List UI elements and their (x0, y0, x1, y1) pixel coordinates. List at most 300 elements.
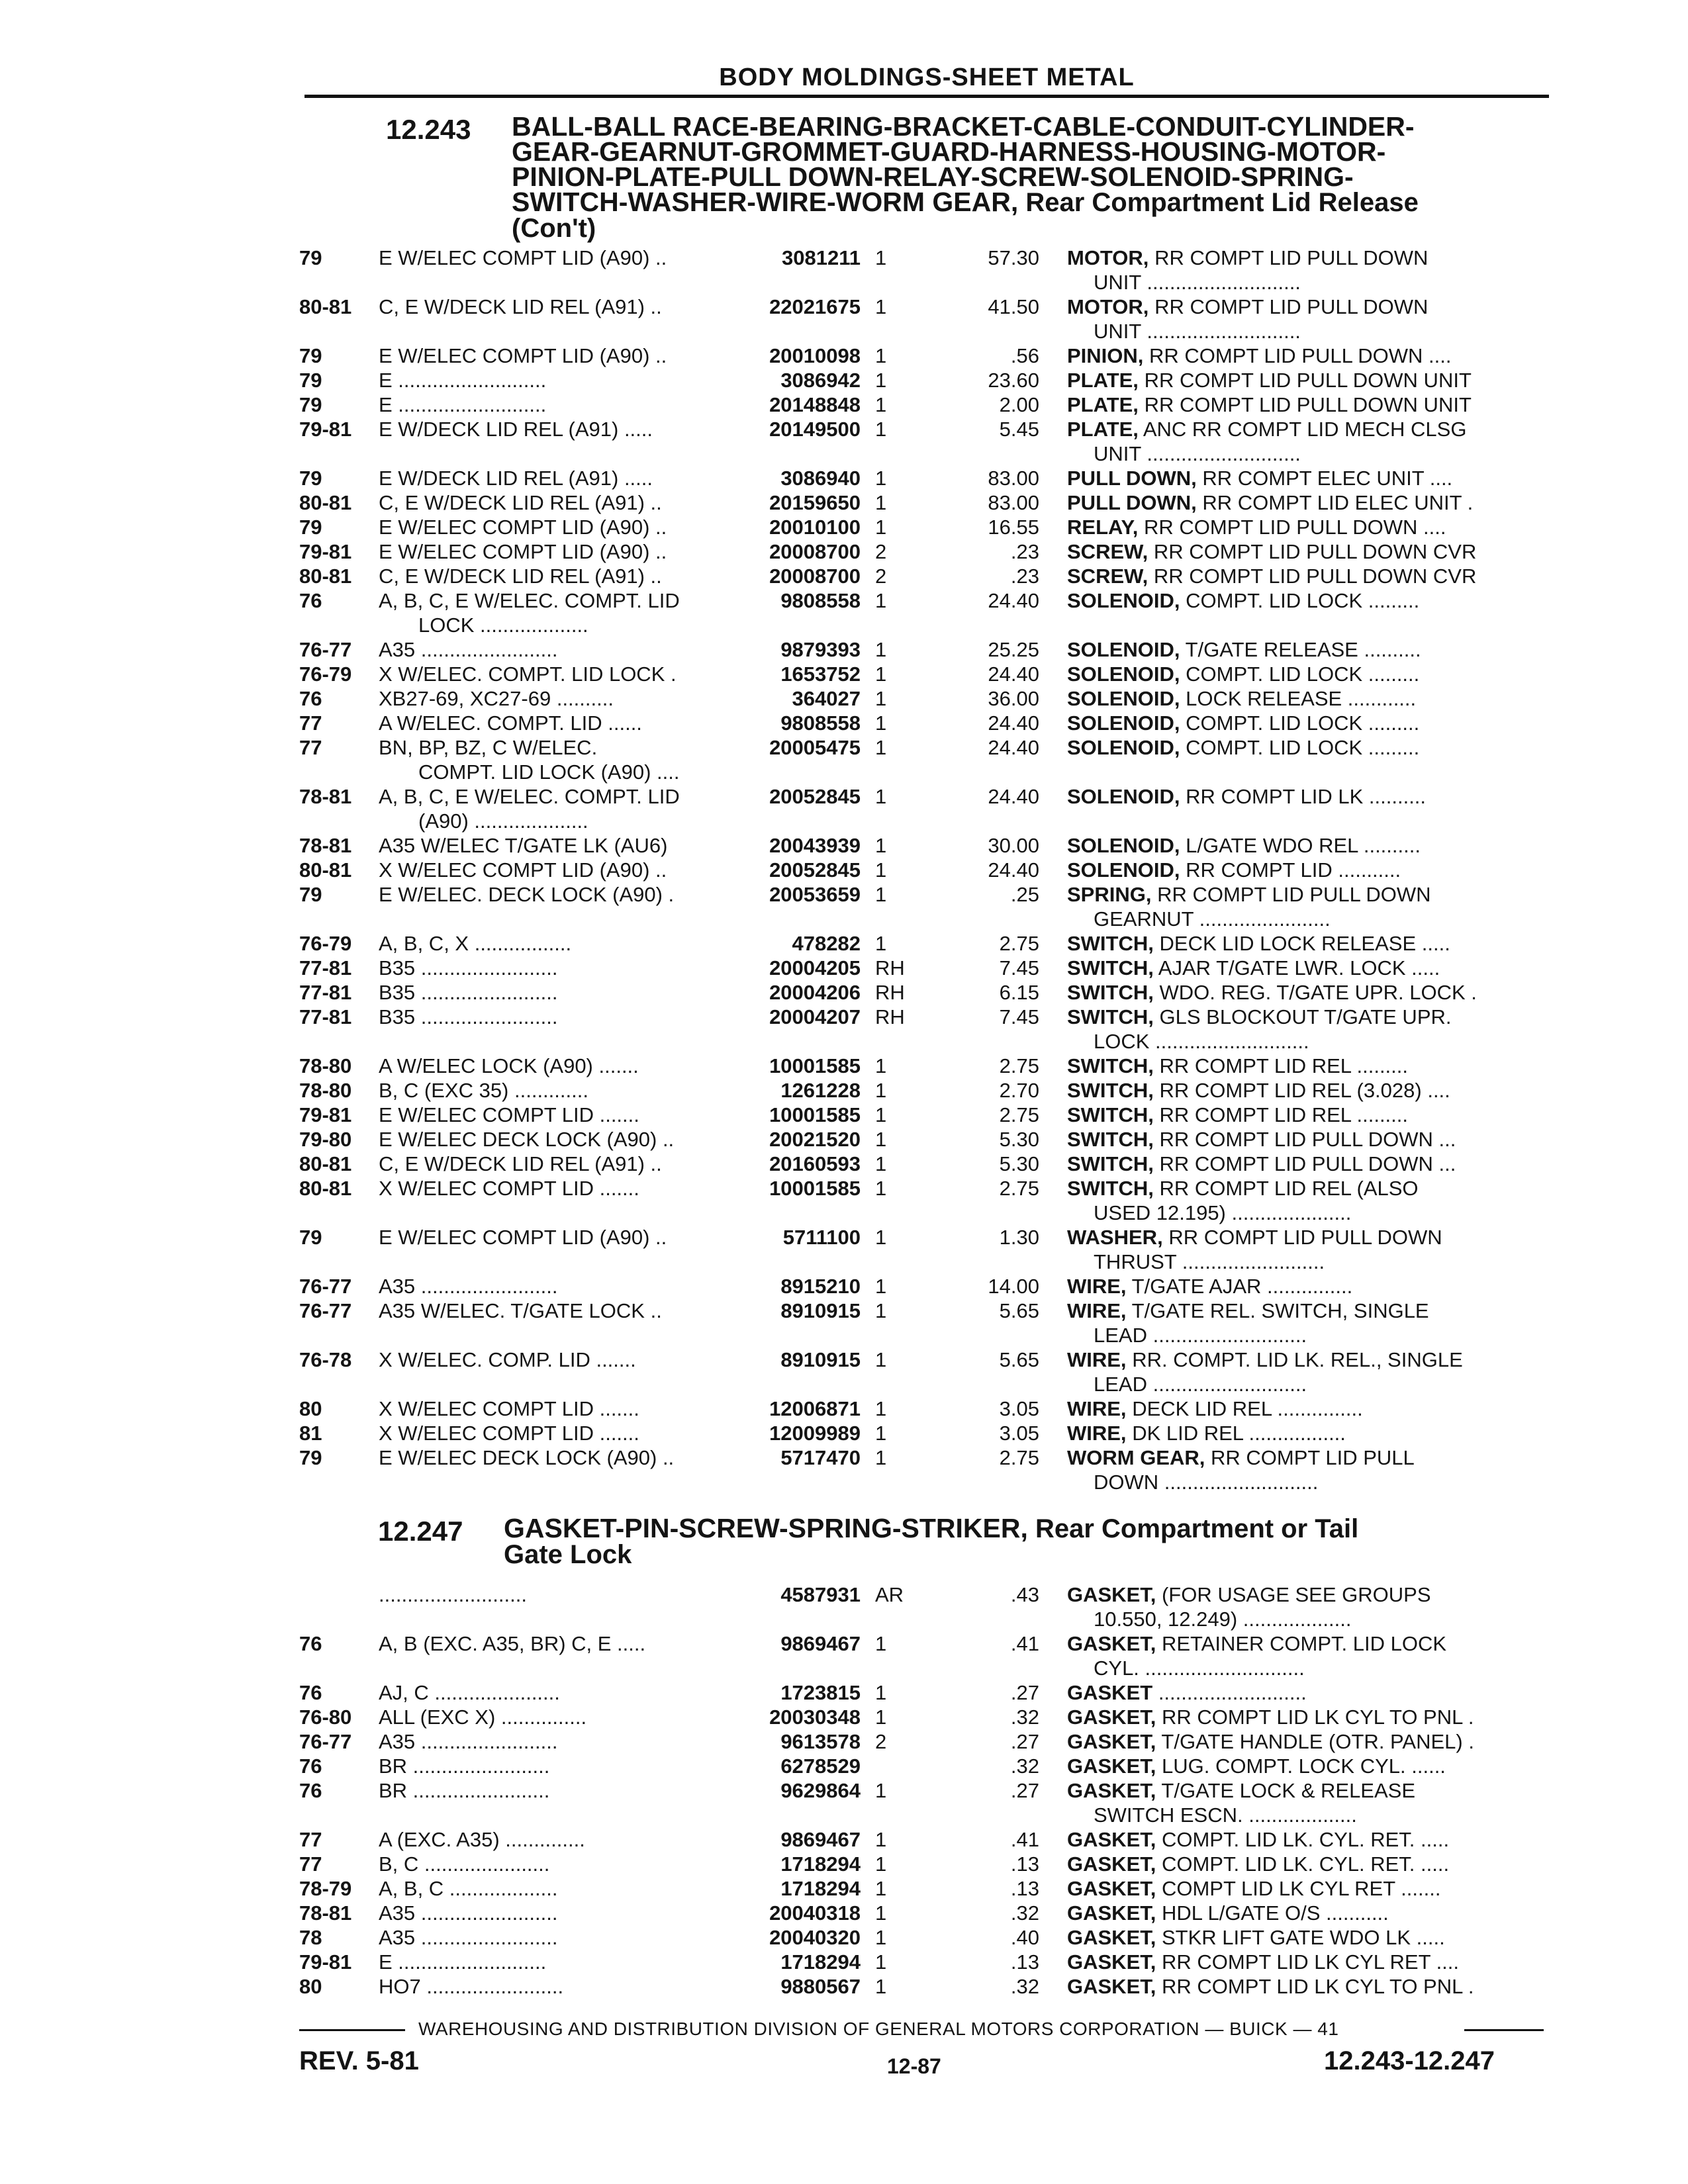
section-heading-12-247 (378, 1513, 1543, 1575)
price: 83.00 (988, 467, 1039, 490)
table-row (0, 467, 1688, 491)
part-name: SWITCH, (1067, 1128, 1154, 1151)
section-title-parts: GASKET-PIN-SCREW-SPRING-STRIKER, (504, 1513, 1028, 1543)
model-year: 78-79 (299, 1877, 352, 1900)
footer-revision: REV. 5-81 (299, 2046, 419, 2075)
part-detail: DECK LID REL ............... (1132, 1397, 1363, 1420)
price: 6.15 (999, 981, 1039, 1004)
part-detail: RR COMPT LID PULL DOWN CVR (1153, 540, 1477, 563)
parts-table-12-243 (0, 246, 1688, 1495)
application: A35 ........................ (379, 1275, 558, 1298)
part-name: WIRE, (1067, 1275, 1127, 1298)
part-description (1067, 1681, 1544, 1705)
application: BR ........................ (379, 1754, 550, 1778)
part-number: 4587931 (780, 1583, 861, 1606)
application: A35 W/ELEC. T/GATE LOCK .. (379, 1299, 662, 1322)
table-row (0, 1348, 1688, 1397)
application: E W/DECK LID REL (A91) ..... (379, 418, 653, 441)
model-year: 79 (299, 393, 322, 416)
price: .27 (1010, 1730, 1039, 1753)
application: C, E W/DECK LID REL (A91) .. (379, 491, 662, 514)
quantity: 1 (875, 1275, 887, 1298)
part-description (1067, 1079, 1544, 1103)
part-detail: RR COMPT LID PULL (1211, 1446, 1415, 1469)
table-row (0, 1152, 1688, 1177)
part-detail: HDL L/GATE O/S ........... (1161, 1901, 1389, 1925)
part-description (1067, 589, 1544, 613)
part-name: SPRING, (1067, 883, 1152, 906)
price: .41 (1010, 1828, 1039, 1851)
part-detail: RR COMPT LID REL ......... (1159, 1054, 1409, 1077)
application: C, E W/DECK LID REL (A91) .. (379, 1152, 662, 1175)
table-row (0, 344, 1688, 369)
table-row (0, 246, 1688, 295)
part-number: 20005475 (769, 736, 861, 759)
part-number: 20008700 (769, 540, 861, 563)
price: 24.40 (988, 589, 1039, 612)
model-year: 79 (299, 516, 322, 539)
part-detail: RR COMPT LID REL (3.028) .... (1159, 1079, 1450, 1102)
section-title (512, 111, 1419, 243)
section-title-desc: Rear Compartment or Tail Gate Lock (504, 1514, 1359, 1569)
part-description (1067, 711, 1544, 735)
part-description (1067, 1422, 1544, 1445)
part-detail: WDO. REG. T/GATE UPR. LOCK . (1159, 981, 1477, 1004)
part-detail: L/GATE WDO REL .......... (1186, 834, 1421, 857)
quantity: 1 (875, 246, 887, 269)
part-description (1067, 491, 1544, 515)
part-name: SCREW, (1067, 565, 1149, 588)
application: E W/DECK LID REL (A91) ..... (379, 467, 653, 490)
application: X W/ELEC. COMPT. LID LOCK . (379, 662, 677, 686)
quantity: 1 (875, 1348, 887, 1371)
table-row (0, 1877, 1688, 1901)
quantity: 1 (875, 1852, 887, 1876)
part-detail: RR COMPT LID LK CYL TO PNL . (1161, 1706, 1474, 1729)
price: .41 (1010, 1632, 1039, 1655)
quantity: 2 (875, 540, 887, 563)
application: B35 ........................ (379, 956, 558, 979)
application-cont: (A90) .................... (418, 809, 588, 833)
price: .32 (1010, 1901, 1039, 1925)
part-description (1067, 932, 1544, 956)
table-row (0, 1397, 1688, 1422)
price: .27 (1010, 1779, 1039, 1802)
part-number: 10001585 (769, 1054, 861, 1077)
part-number: 364027 (792, 687, 861, 710)
part-number: 9869467 (780, 1828, 861, 1851)
part-detail: DK LID REL ................. (1132, 1422, 1346, 1445)
part-description (1067, 858, 1544, 882)
price: 24.40 (988, 662, 1039, 686)
quantity: 1 (875, 1152, 887, 1175)
part-name: WIRE, (1067, 1397, 1127, 1420)
part-detail: RETAINER COMPT. LID LOCK (1161, 1632, 1447, 1655)
model-year: 76-77 (299, 1730, 352, 1753)
footer-page-number: 12-87 (887, 2054, 941, 2078)
part-number: 10001585 (769, 1103, 861, 1126)
part-detail: RR COMPT LID PULL DOWN CVR (1153, 565, 1477, 588)
model-year: 77 (299, 1852, 322, 1876)
part-name: GASKET, (1067, 1583, 1156, 1606)
section-number: 12.247 (378, 1516, 463, 1547)
part-name: SOLENOID, (1067, 858, 1180, 882)
quantity: 1 (875, 1901, 887, 1925)
part-number: 20040318 (769, 1901, 861, 1925)
part-name: GASKET, (1067, 1901, 1156, 1925)
part-detail: RR COMPT LID PULL DOWN UNIT (1144, 369, 1472, 392)
quantity: 1 (875, 1877, 887, 1900)
part-name: SOLENOID, (1067, 638, 1180, 661)
quantity: 1 (875, 932, 887, 955)
table-row (0, 1681, 1688, 1706)
part-name: GASKET, (1067, 1632, 1156, 1655)
part-detail: RR. COMPT. LID LK. REL., SINGLE (1132, 1348, 1463, 1371)
part-number: 20160593 (769, 1152, 861, 1175)
price: 7.45 (999, 956, 1039, 979)
part-detail: RR COMPT LID PULL DOWN (1157, 883, 1431, 906)
table-row (0, 369, 1688, 393)
part-description (1067, 638, 1544, 662)
part-description (1067, 1226, 1544, 1250)
section-title-parts: BALL-BALL RACE-BEARING-BRACKET-CABLE-CONDUIT-CYLINDER- GEAR-GEARNUT-GROMMET-GUARD-HARNESS-HOUSING-MOTOR- PINION-PLATE-PULL DOWN-RELAY-SCREW-SOLENOID-SPRING- SWITCH-WASHER-WIRE-WORM GEAR, (512, 111, 1415, 217)
table-row (0, 1706, 1688, 1730)
part-description (1067, 1901, 1544, 1925)
price: 5.45 (999, 418, 1039, 441)
part-number: 22021675 (769, 295, 861, 318)
part-name: PLATE, (1067, 369, 1139, 392)
application: X W/ELEC COMPT LID ....... (379, 1177, 639, 1200)
part-number: 20010098 (769, 344, 861, 367)
part-detail: T/GATE RELEASE .......... (1185, 638, 1421, 661)
model-year: 79 (299, 246, 322, 269)
quantity: 1 (875, 1950, 887, 1974)
part-number: 1261228 (780, 1079, 861, 1102)
quantity: 1 (875, 369, 887, 392)
part-detail: RR COMPT ELEC UNIT .... (1202, 467, 1453, 490)
part-detail: .......................... (1158, 1681, 1307, 1704)
footer-division: WAREHOUSING AND DISTRIBUTION DIVISION OF GENERAL MOTORS CORPORATION — BUICK — 41 (418, 2019, 1339, 2039)
part-description (1067, 418, 1544, 441)
application: A, B, C ................... (379, 1877, 558, 1900)
part-description (1067, 1177, 1544, 1201)
price: 2.75 (999, 1446, 1039, 1469)
part-number: 20021520 (769, 1128, 861, 1151)
part-detail: T/GATE LOCK & RELEASE (1161, 1779, 1416, 1802)
part-detail: RR COMPT LID ........... (1186, 858, 1401, 882)
application-cont: COMPT. LID LOCK (A90) .... (418, 760, 680, 784)
section-title-desc: Rear Compartment Lid Release (Con't) (512, 188, 1419, 243)
quantity: 1 (875, 1103, 887, 1126)
model-year: 76-77 (299, 1275, 352, 1298)
part-description (1067, 565, 1544, 588)
price: 5.30 (999, 1128, 1039, 1151)
part-detail: COMPT. LID LK. CYL. RET. ..... (1161, 1852, 1450, 1876)
model-year: 79 (299, 467, 322, 490)
quantity: 2 (875, 565, 887, 588)
part-name: SCREW, (1067, 540, 1149, 563)
model-year: 76 (299, 1681, 322, 1704)
part-description (1067, 1152, 1544, 1176)
quantity: 1 (875, 883, 887, 906)
part-description (1067, 246, 1544, 270)
application: E .......................... (379, 1950, 547, 1974)
part-detail: COMPT. LID LK. CYL. RET. ..... (1161, 1828, 1450, 1851)
table-row (0, 1177, 1688, 1226)
part-number: 1718294 (780, 1852, 861, 1876)
part-number: 20149500 (769, 418, 861, 441)
model-year: 79-80 (299, 1128, 352, 1151)
part-detail: COMPT. LID LOCK ......... (1186, 662, 1420, 686)
model-year: 79 (299, 883, 322, 906)
application: A, B, C, E W/ELEC. COMPT. LID (379, 589, 680, 612)
quantity: 1 (875, 1054, 887, 1077)
part-number: 20004207 (769, 1005, 861, 1028)
part-detail: T/GATE REL. SWITCH, SINGLE (1131, 1299, 1429, 1322)
part-number: 3086942 (780, 369, 861, 392)
part-description (1067, 1103, 1544, 1127)
part-detail: ANC RR COMPT LID MECH CLSG (1143, 418, 1467, 441)
model-year: 79-81 (299, 418, 352, 441)
price: .27 (1010, 1681, 1039, 1704)
part-number: 9613578 (780, 1730, 861, 1753)
quantity: 1 (875, 344, 887, 367)
model-year: 76-78 (299, 1348, 352, 1371)
part-description (1067, 393, 1544, 417)
application: B, C ...................... (379, 1852, 550, 1876)
table-row (0, 981, 1688, 1005)
application: A35 ........................ (379, 638, 558, 661)
price: 30.00 (988, 834, 1039, 857)
table-row (0, 1005, 1688, 1054)
price: 2.75 (999, 1103, 1039, 1126)
model-year: 76 (299, 687, 322, 710)
model-year: 78-80 (299, 1054, 352, 1077)
table-row (0, 1446, 1688, 1495)
quantity: 1 (875, 1681, 887, 1704)
part-description (1067, 1632, 1544, 1656)
application: A, B, C, X ................. (379, 932, 572, 955)
part-number: 1718294 (780, 1877, 861, 1900)
application: E W/ELEC COMPT LID (A90) .. (379, 344, 667, 367)
price: 24.40 (988, 858, 1039, 882)
part-number: 5711100 (782, 1226, 861, 1249)
part-description (1067, 1852, 1544, 1876)
quantity: 1 (875, 1422, 887, 1445)
part-number: 478282 (792, 932, 861, 955)
part-number: 20010100 (769, 516, 861, 539)
part-name: SWITCH, (1067, 1177, 1154, 1200)
parts-table-12-247 (0, 1583, 1688, 1999)
model-year: 76-77 (299, 1299, 352, 1322)
quantity: 1 (875, 1975, 887, 1998)
table-row (0, 1950, 1688, 1975)
price: 1.30 (999, 1226, 1039, 1249)
price: 25.25 (988, 638, 1039, 661)
application: A, B (EXC. A35, BR) C, E ..... (379, 1632, 646, 1655)
table-row (0, 1632, 1688, 1681)
part-number: 20053659 (769, 883, 861, 906)
application: X W/ELEC COMPT LID (A90) .. (379, 858, 667, 882)
quantity: 1 (875, 1706, 887, 1729)
table-row (0, 1054, 1688, 1079)
quantity: 1 (875, 1446, 887, 1469)
part-name: SWITCH, (1067, 1005, 1154, 1028)
part-name: SOLENOID, (1067, 589, 1180, 612)
table-row (0, 711, 1688, 736)
part-number: 20052845 (769, 858, 861, 882)
part-description (1067, 1779, 1544, 1803)
table-row (0, 1754, 1688, 1779)
section-heading-12-243 (386, 111, 1551, 246)
part-description (1067, 956, 1544, 980)
price: .56 (1010, 344, 1039, 367)
part-name: GASKET, (1067, 1852, 1156, 1876)
application: E W/ELEC DECK LOCK (A90) .. (379, 1446, 675, 1469)
part-detail: DECK LID LOCK RELEASE ..... (1159, 932, 1450, 955)
application: E W/ELEC COMPT LID (A90) .. (379, 540, 667, 563)
part-detail: COMPT. LID LOCK ......... (1186, 736, 1420, 759)
part-number: 20043939 (769, 834, 861, 857)
table-row (0, 736, 1688, 785)
table-row (0, 491, 1688, 516)
application: A (EXC. A35) .............. (379, 1828, 585, 1851)
part-description-cont: THRUST ......................... (1094, 1250, 1325, 1273)
application: BR ........................ (379, 1779, 550, 1802)
quantity: 1 (875, 295, 887, 318)
part-number: 20030348 (769, 1706, 861, 1729)
application: A35 ........................ (379, 1926, 558, 1949)
table-row (0, 956, 1688, 981)
part-description-cont: LEAD ........................... (1094, 1373, 1307, 1396)
part-detail: RR COMPT LID LK CYL RET .... (1161, 1950, 1460, 1974)
part-name: GASKET, (1067, 1730, 1156, 1753)
part-detail: (FOR USAGE SEE GROUPS (1161, 1583, 1431, 1606)
part-name: PLATE, (1067, 418, 1139, 441)
part-name: PLATE, (1067, 393, 1139, 416)
part-number: 9808558 (780, 589, 861, 612)
model-year: 80-81 (299, 565, 352, 588)
model-year: 76-77 (299, 638, 352, 661)
part-description (1067, 369, 1544, 392)
part-name: SWITCH, (1067, 981, 1154, 1004)
part-number: 12009989 (769, 1422, 861, 1445)
part-name: WORM GEAR, (1067, 1446, 1205, 1469)
part-detail: RR COMPT LID PULL DOWN (1154, 246, 1429, 269)
part-name: SOLENOID, (1067, 687, 1180, 710)
part-description (1067, 883, 1544, 907)
table-row (0, 1730, 1688, 1754)
part-description-cont: UNIT ........................... (1094, 271, 1301, 294)
part-detail: T/GATE HANDLE (OTR. PANEL) . (1161, 1730, 1474, 1753)
part-description (1067, 1397, 1544, 1421)
part-description-cont: 10.550, 12.249) ................... (1094, 1608, 1352, 1631)
part-name: MOTOR, (1067, 246, 1149, 269)
part-description (1067, 1446, 1544, 1470)
part-name: SOLENOID, (1067, 736, 1180, 759)
model-year: 77 (299, 711, 322, 735)
part-number: 8910915 (780, 1348, 861, 1371)
footer-rule-left (299, 2029, 405, 2031)
price: 41.50 (988, 295, 1039, 318)
part-name: GASKET, (1067, 1877, 1156, 1900)
part-number: 20159650 (769, 491, 861, 514)
part-number: 9879393 (780, 638, 861, 661)
part-number: 9808558 (780, 711, 861, 735)
table-row (0, 1103, 1688, 1128)
part-number: 1718294 (780, 1950, 861, 1974)
model-year: 78-81 (299, 785, 352, 808)
part-description (1067, 1706, 1544, 1729)
part-description-cont: GEARNUT ....................... (1094, 907, 1331, 931)
part-description (1067, 1128, 1544, 1152)
table-row (0, 1079, 1688, 1103)
model-year: 79-81 (299, 540, 352, 563)
price: 24.40 (988, 785, 1039, 808)
part-name: SOLENOID, (1067, 834, 1180, 857)
application: X W/ELEC. COMP. LID ....... (379, 1348, 636, 1371)
part-name: WIRE, (1067, 1299, 1127, 1322)
application: A W/ELEC. COMPT. LID ...... (379, 711, 642, 735)
quantity: 2 (875, 1730, 887, 1753)
quantity: 1 (875, 1828, 887, 1851)
application: A, B, C, E W/ELEC. COMPT. LID (379, 785, 680, 808)
price: 2.75 (999, 1054, 1039, 1077)
part-detail: RR COMPT LID LK .......... (1186, 785, 1427, 808)
model-year: 80 (299, 1397, 322, 1420)
table-row (0, 883, 1688, 932)
part-number: 20004206 (769, 981, 861, 1004)
price: .32 (1010, 1706, 1039, 1729)
part-detail: RR COMPT LID PULL DOWN .... (1149, 344, 1452, 367)
table-row (0, 1275, 1688, 1299)
part-name: GASKET (1067, 1681, 1153, 1704)
application: ALL (EXC X) ............... (379, 1706, 587, 1729)
part-detail: GLS BLOCKOUT T/GATE UPR. (1159, 1005, 1452, 1028)
price: 57.30 (988, 246, 1039, 269)
part-name: GASKET, (1067, 1779, 1156, 1802)
part-name: GASKET, (1067, 1926, 1156, 1949)
part-description (1067, 516, 1544, 539)
part-name: WIRE, (1067, 1422, 1127, 1445)
part-name: PINION, (1067, 344, 1144, 367)
price: 24.40 (988, 736, 1039, 759)
part-detail: AJAR T/GATE LWR. LOCK ..... (1158, 956, 1440, 979)
price: .13 (1010, 1950, 1039, 1974)
table-row (0, 589, 1688, 638)
table-row (0, 785, 1688, 834)
footer-rule-right (1464, 2029, 1544, 2031)
part-number: 6278529 (780, 1754, 861, 1778)
section-number: 12.243 (386, 114, 471, 145)
model-year: 79-81 (299, 1950, 352, 1974)
model-year: 79 (299, 369, 322, 392)
part-description (1067, 467, 1544, 490)
table-row (0, 565, 1688, 589)
part-name: PULL DOWN, (1067, 467, 1197, 490)
section-title (504, 1513, 1359, 1569)
part-name: SOLENOID, (1067, 711, 1180, 735)
part-description (1067, 1275, 1544, 1298)
quantity: 1 (875, 834, 887, 857)
model-year: 79 (299, 1446, 322, 1469)
model-year: 80-81 (299, 295, 352, 318)
price: 2.00 (999, 393, 1039, 416)
price: 2.70 (999, 1079, 1039, 1102)
quantity: 1 (875, 418, 887, 441)
part-number: 1653752 (780, 662, 861, 686)
part-description (1067, 344, 1544, 368)
